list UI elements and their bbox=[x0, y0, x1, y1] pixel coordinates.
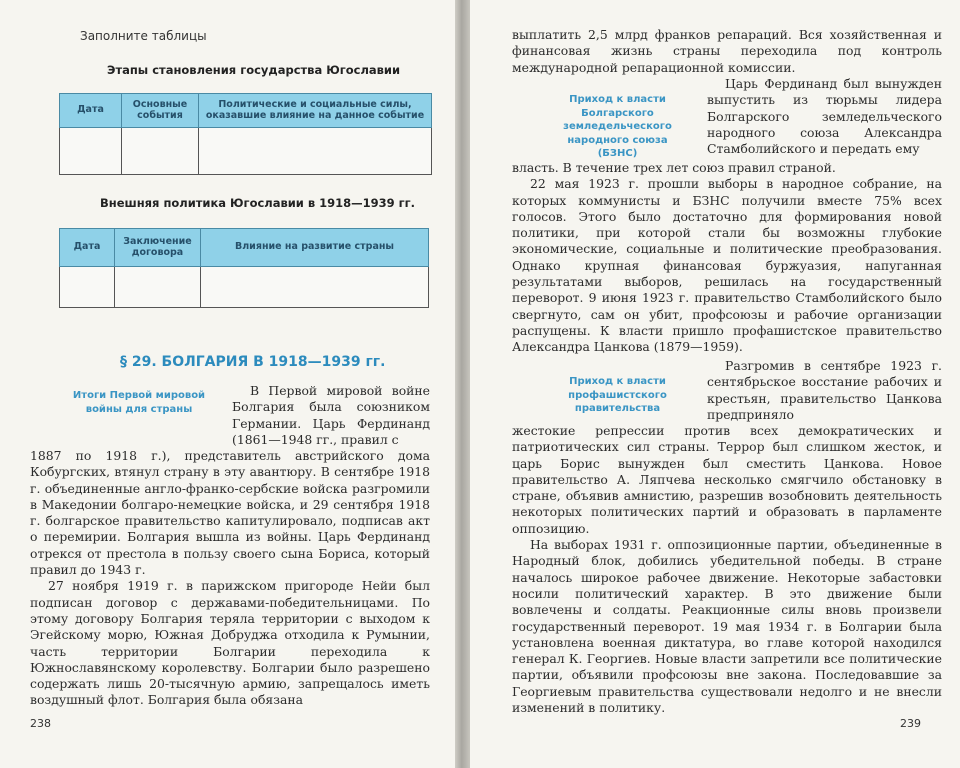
table2-title: Внешняя политика Югославии в 1918—1939 гг. bbox=[100, 196, 416, 210]
table2-header-influence: Влияние на развитие страны bbox=[201, 229, 429, 267]
intro-text-block bbox=[232, 383, 430, 448]
table2-cell bbox=[201, 267, 429, 308]
middle-text-right bbox=[512, 160, 942, 356]
bottom-text-right bbox=[512, 423, 942, 716]
paragraph-1923-coup: 22 мая 1923 г. прошли выборы в народное собрание, на которых коммунисты и БЗНС получили вместе 75% всех голосов. Этого было достаточно для формирования новой политики, при которой стали бы возможны глубокие экономические, социальные и политические преобразования. Однако крупная финансовая буржуазия, напуганная результатами выборов, решилась на государственный переворот. 9 июня 1923 г. правительство Стамболийского было свергнуто, сам он убит, профсоюзы и рабочие организации распущены. К власти пришло профашистское правительство Александра Цанкова (1879—1959). bbox=[512, 176, 942, 355]
table1-header-date: Дата bbox=[60, 94, 122, 128]
section-title: § 29. БОЛГАРИЯ В 1918—1939 гг. bbox=[120, 354, 386, 370]
paragraph-september-uprising: Разгромив в сентябре 1923 г. сентябрьское восстание рабочих и крестьян, правительство Цанкова предприняло bbox=[707, 358, 942, 422]
intro-paragraph: В Первой мировой войне Болгария была союзником Германии. Царь Фердинанд (1861—1948 гг., правил с bbox=[232, 383, 430, 447]
paragraph-stamboliyski: Царь Фердинанд был вынужден выпустить из тюрьмы лидера Болгарского земледельческого народного союза Александра Стамболийского и передать ему bbox=[707, 76, 942, 157]
paragraph-neuilly-treaty: 27 ноября 1919 г. в парижском пригороде Нейи был подписан договор с державами-победительницами. По этому договору Болгария теряла территории с выходом к Эгейскому морю, Южная Добруджа отходила к Румынии, часть территории Болгарии переходила к Южнославянскому королевству. Болгарии было разрешено содержать лишь 20-тысячную армию, запрещалось иметь воздушный флот. Болгария была обязана bbox=[30, 578, 430, 708]
bzns-side-text bbox=[707, 76, 942, 157]
fill-tables-instruction: Заполните таблицы bbox=[80, 29, 207, 43]
right-page bbox=[470, 0, 960, 768]
paragraph-bzns-rule: власть. В течение трех лет союз правил страной. bbox=[512, 160, 836, 175]
paragraph-1918: 1887 по 1918 г.), представитель австрийского дома Кобургских, втянул страну в эту авантюру. В сентябре 1918 г. объединенные англо-франко-сербские войска разгромили в Македонии болгаро-немецкие войска, и 29 сентября 1918 г. болгарское правительство капитулировало, подписав акт о перемирии. Болгария вышла из войны. Царь Фердинанд отрекся от престола в пользу своего сына Бориса, который правил до 1943 г. bbox=[30, 448, 430, 578]
top-text-right bbox=[512, 27, 942, 76]
table1-title: Этапы становления государства Югославии bbox=[107, 63, 401, 77]
table1-cell bbox=[122, 128, 199, 175]
paragraph-1931-elections: На выборах 1931 г. оппозиционные партии, объединенные в Народный блок, добились убедительной победы. В стране началось широкое рабочее движение. Некоторые забастовки носили политический характер. В это движение были вовлечены и солдаты. Реакционные силы вновь произвели государственный переворот. 19 мая 1934 г. в Болгарии была установлена военная диктатура, во главе которой находился генерал К. Георгиев. Новые власти запретили все политические партии, объявили профсоюзы вне закона. Последовавшие за Георгиевым правительства существовали недолго и не внесли изменений в политику. bbox=[512, 537, 942, 716]
paragraph-reparations: выплатить 2,5 млрд франков репараций. Вся хозяйственная и финансовая жизнь страны переходила под контроль международной репарационной комиссии. bbox=[512, 27, 942, 75]
table1-cell bbox=[60, 128, 122, 175]
table1-header-forces: Политические и социальные силы, оказавшие влияние на данное событие bbox=[199, 94, 432, 128]
page-number-left: 238 bbox=[30, 717, 51, 730]
main-text-left bbox=[30, 448, 430, 709]
side-heading-profascist: Приход к власти профашистского правительства bbox=[568, 376, 667, 414]
page-number-right: 239 bbox=[900, 717, 921, 730]
table2-header-treaty: Заключение договора bbox=[115, 229, 201, 267]
side-heading-bzns: Приход к власти Болгарского земледельческого народного союза (БЗНС) bbox=[563, 94, 672, 159]
book-gutter bbox=[455, 0, 470, 768]
side-heading-war-results: Итоги Первой мировой войны для страны bbox=[72, 390, 206, 415]
table1-cell bbox=[199, 128, 432, 175]
paragraph-repressions: жестокие репрессии против всех демократических и патриотических сил страны. Террор был слишком жесток, и царь Борис вынужден был сместить Цанкова. Новое правительство А. Ляпчева несколько смягчило обстановку в стране, объявив амнистию, разрешив возобновить деятельность некоторых политических партий и образовать в парламенте оппозицию. bbox=[512, 423, 942, 536]
events-table bbox=[59, 93, 432, 175]
left-page bbox=[0, 0, 455, 768]
table1-header-events: Основные события bbox=[122, 94, 199, 128]
table2-cell bbox=[115, 267, 201, 308]
treaties-table bbox=[59, 228, 429, 308]
table2-cell bbox=[60, 267, 115, 308]
table2-header-date: Дата bbox=[60, 229, 115, 267]
profascist-side-text bbox=[707, 358, 942, 423]
